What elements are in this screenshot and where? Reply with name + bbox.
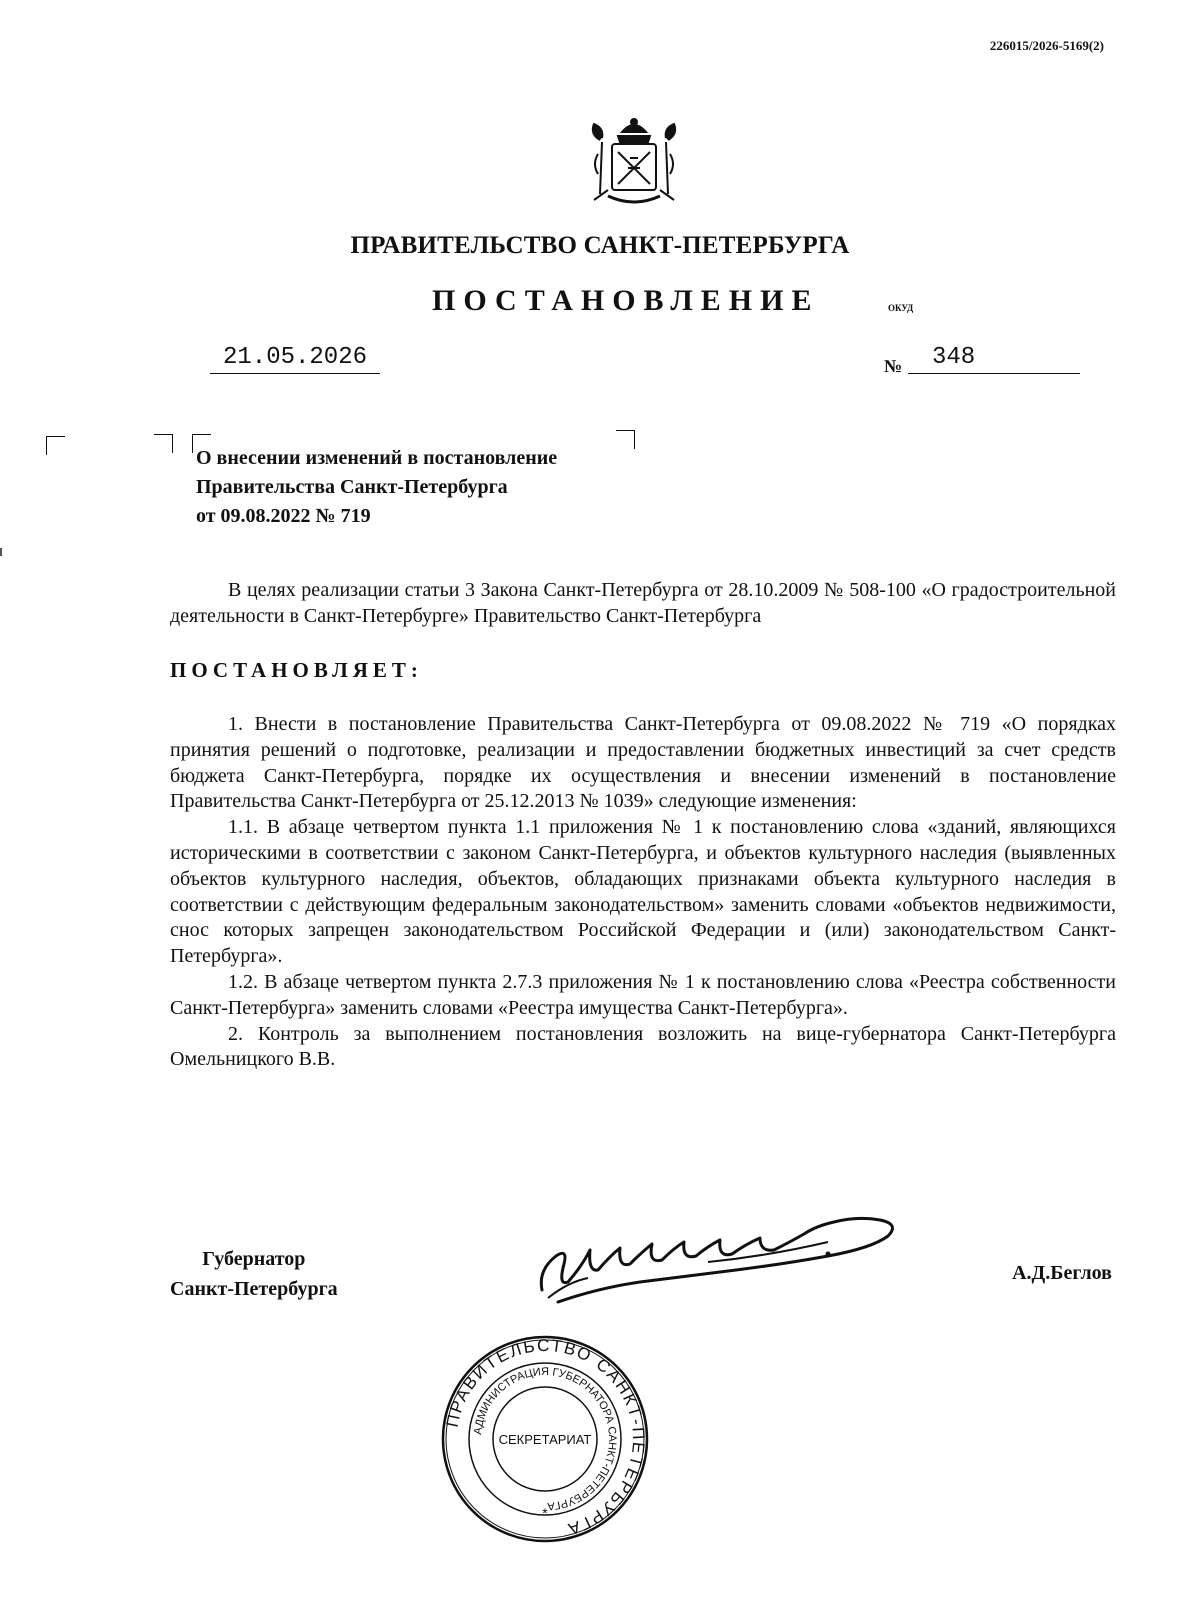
item-2: 2. Контроль за выполнением постановления возложить на вице-губернатора Санкт-Петербурга Омельницкого В.В.: [170, 1022, 1116, 1071]
okud-label: ОКУД: [888, 303, 914, 313]
decree-items: [170, 712, 1116, 1073]
document-date: 21.05.2026: [210, 344, 380, 374]
preamble-block: [170, 578, 1116, 630]
registration-number: 226015/2026-5169(2): [989, 38, 1104, 53]
government-title: ПРАВИТЕЛЬСТВО САНКТ-ПЕТЕРБУРГА: [350, 232, 850, 259]
corner-mark-top-left: [46, 436, 65, 455]
document-number: 348: [908, 344, 1080, 374]
signatory-name: А.Д.Беглов: [1012, 1262, 1112, 1284]
round-seal-icon: [440, 1334, 650, 1544]
corner-mark-top-right: [154, 434, 173, 453]
item-1-1: 1.1. В абзаце четвертом пункта 1.1 приложения № 1 к постановлению слова «зданий, являющихся историческими в соответствии с законом Санкт-Петербурга, и объектов культурного наследия (выявленных объектов культурного наследия, объектов, обладающих признаками объекта культурного наследия в соответствии с действующим федеральным законодательством» заменить словами «объектов недвижимости, снос которых запрещен законодательством Российской Федерации и (или) законодательством Санкт-Петербурга».: [170, 816, 1116, 968]
signatory-position: [170, 1244, 338, 1304]
subject-line: от 09.08.2022 № 719: [196, 505, 371, 527]
svg-text:ПРАВИТЕЛЬСТВО САНКТ-ПЕТЕРБУРГА: ПРАВИТЕЛЬСТВО САНКТ-ПЕТЕРБУРГА: [442, 1335, 649, 1540]
scan-edge-mark: [0, 548, 2, 556]
position-line: Санкт-Петербурга: [170, 1278, 338, 1300]
decree-verb: ПОСТАНОВЛЯЕТ:: [170, 658, 423, 682]
corner-mark-top-right: [616, 430, 635, 449]
handwritten-signature: [528, 1212, 924, 1322]
position-line: Губернатор: [202, 1248, 306, 1270]
subject-line: Правительства Санкт-Петербурга: [196, 476, 508, 498]
preamble-paragraph: В целях реализации статьи 3 Закона Санкт-Петербурга от 28.10.2009 № 508-100 «О градостроительной деятельности в Санкт-Петербурге» Правительство Санкт-Петербурга: [170, 579, 1116, 627]
svg-text:*: *: [542, 1505, 548, 1521]
item-1-2: 1.2. В абзаце четвертом пункта 2.7.3 приложения № 1 к постановлению слова «Реестра собственности Санкт-Петербурга» заменить словами «Реестра имущества Санкт-Петербурга».: [170, 970, 1116, 1019]
subject-line: О внесении изменений в постановление: [196, 447, 558, 469]
number-sign: №: [884, 356, 903, 376]
svg-text:СЕКРЕТАРИАТ: СЕКРЕТАРИАТ: [498, 1432, 592, 1447]
svg-text:АДМИНИСТРАЦИЯ ГУБЕРНАТОРА САНК: АДМИНИСТРАЦИЯ ГУБЕРНАТОРА САНКТ-ПЕТЕРБУРГА: [472, 1365, 619, 1513]
document-type: ПОСТАНОВЛЕНИЕ: [432, 284, 820, 317]
coat-of-arms-icon: [578, 114, 690, 212]
item-1: 1. Внести в постановление Правительства Санкт-Петербурга от 09.08.2022 № 719 «О порядках принятия решений о подготовке, реализации и предоставлении бюджетных инвестиций за счет средств бюджета Санкт-Петербурга, порядке их осуществления и внесении изменений в постановление Правительства Санкт-Петербурга от 25.12.2013 № 1039» следующие изменения:: [170, 713, 1116, 813]
document-subject: [196, 444, 557, 531]
